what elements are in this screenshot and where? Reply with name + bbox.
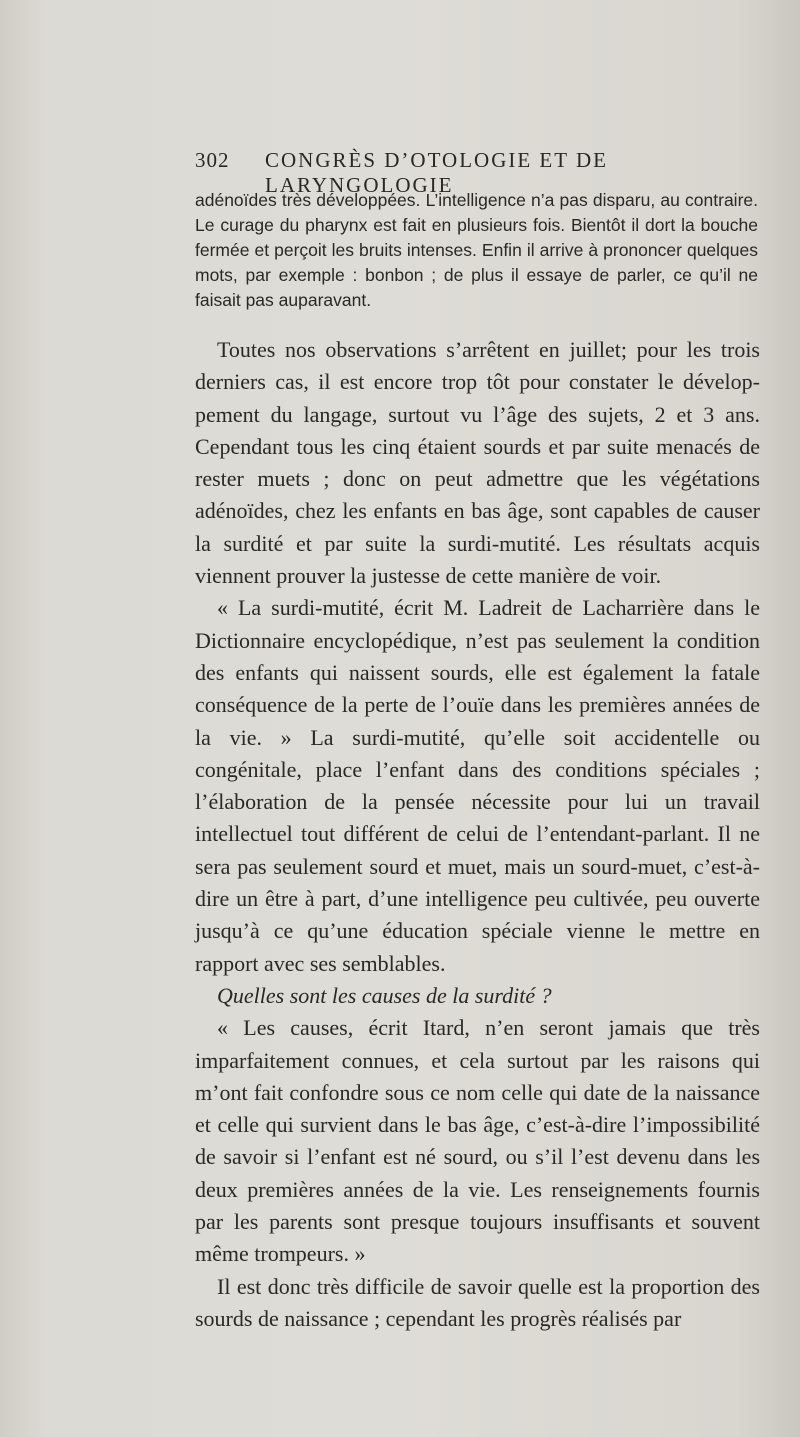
- paragraph-4: Il est donc très difficile de savoir quelle est la proportion des sourds de naissance ; cependant les progrès réalisés par: [195, 1273, 760, 1331]
- page-number: 302: [195, 148, 230, 172]
- paragraph-small: adénoïdes très développées. L’intelligence n’a pas disparu, au contraire. Le curage du pharynx est fait en plusieurs fois. Bientôt il dort la bouche fermée et perçoit les bruits intenses. Enfin il arrive à prononcer quelques mots, par exemple : bonbon ; de plus il essaye de parler, ce qu’il ne faisait pas auparavant.: [195, 190, 758, 310]
- small-print-paragraph: [195, 188, 758, 313]
- paragraph-2: « La surdi-mutité, écrit M. Ladreit de Lacharrière dans le Dictionnaire encyclopédique, n’est pas seulement la condition des enfants qui naissent sourds, elle est également la fatale conséquence de la perte de l’ouïe dans les premières années de la vie. » La surdi-mutité, qu’elle soit accidentelle ou congénitale, place l’enfant dans des conditions spéciales ; l’élaboration de la pensée nécessite pour lui un travail intellectuel tout différent de celui de l’entendant-parlant. Il ne sera pas seulement sourd et muet, mais un sourd-muet, c’est-à-dire un être à part, d’une intelligence peu cultivée, peu ouverte jusqu’à ce qu’une éducation spéciale vienne le mettre en rapport avec ses semblables.: [195, 595, 760, 976]
- paragraph-1: Toutes nos observations s’arrêtent en juillet; pour les trois derniers cas, il est encore trop tôt pour constater le développement du langage, surtout vu l’âge des sujets, 2 et 3 ans. Cependant tous les cinq étaient sourds et par suite menacés de rester muets ; donc on peut admettre que les végétations adénoïdes, chez les enfants en bas âge, sont capables de causer la surdité et par suite la surdi-mutité. Les résultats acquis viennent prouver la justesse de cette manière de voir.: [195, 337, 760, 589]
- page-header: [195, 148, 755, 197]
- paragraph-3: « Les causes, écrit Itard, n’en seront jamais que très imparfaitement connues, et cela surtout par les raisons qui m’ont fait confondre sous ce nom celle qui date de la naissance et celle qui survient dans le bas âge, c’est-à-dire l’impossibilité de savoir si l’enfant est né sourd, ou s’il l’est devenu dans les deux premières années de la vie. Les renseignements fournis par les parents sont presque toujours insuffisants et souvent même trompeurs. »: [195, 1015, 760, 1267]
- paragraph-question: Quelles sont les causes de la surdité ?: [217, 982, 552, 1008]
- running-title: CONGRÈS D’OTOLOGIE ET DE LARYNGOLOGIE: [265, 148, 608, 197]
- main-text: [195, 334, 760, 1335]
